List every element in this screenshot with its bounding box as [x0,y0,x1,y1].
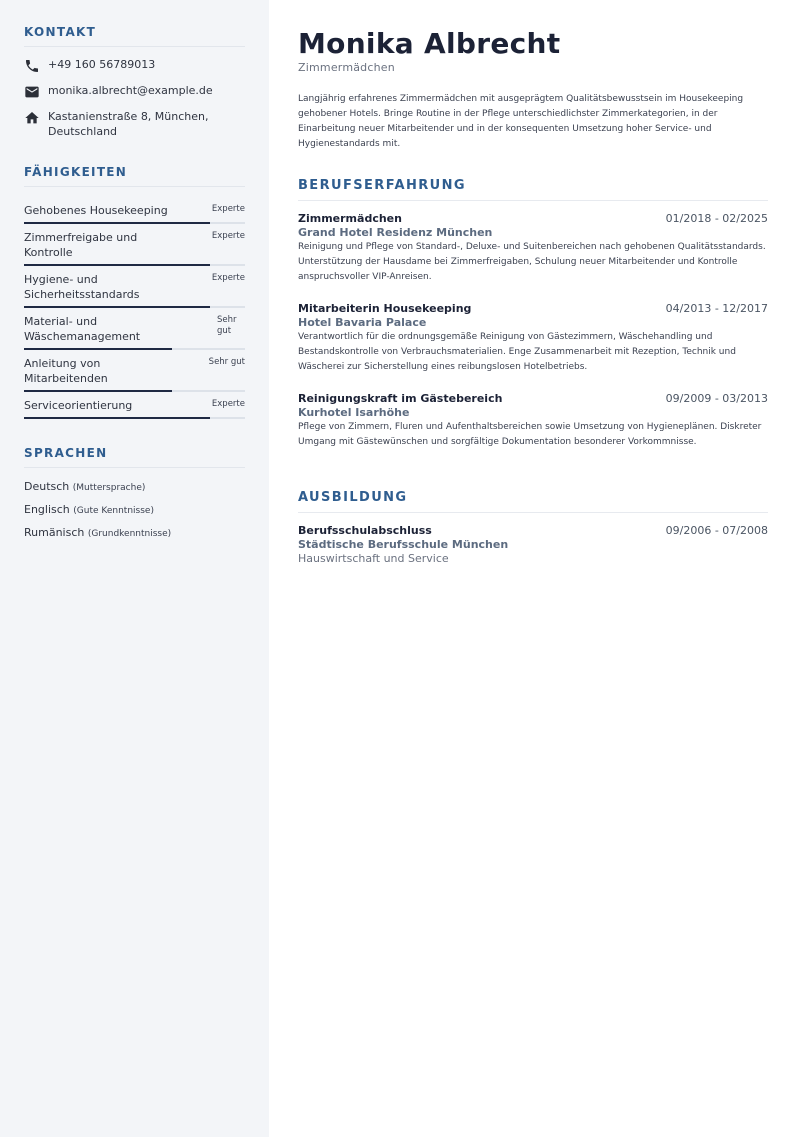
job-description: Verantwortlich für die ordnungsgemäße Reinigung von Gästezimmern, Wäschehandling und Bestandskontrolle von Verbrauchsmaterialien. Enge Zusammenarbeit mit Rezeption, Technik und Wäscherei zur Sicherstellung eines reibungslosen Hotelbetriebs. [298,332,736,372]
job-entry [298,212,768,285]
skill-level: Sehr gut [217,315,237,336]
skill-name: Serviceorientierung [24,399,133,412]
sidebar [0,0,269,1137]
skill-bar-fill [24,417,210,419]
main-content [298,0,768,565]
skill-name: Material- und Wäschemanagement [24,315,141,343]
contact-list [24,57,245,139]
education-entry [298,524,768,565]
languages-list [24,479,245,542]
skill-level: Experte [211,273,245,283]
language-level: (Muttersprache) [72,483,146,493]
skill-name: Anleitung von Mitarbeitenden [24,357,108,385]
job-entry [298,392,768,450]
education-title: Berufsschulabschluss [298,524,432,537]
contact-phone [24,57,245,74]
language-name: Rumänisch [24,526,85,539]
skill-item [24,392,245,419]
contact-email [24,83,245,100]
skill-level: Experte [211,204,245,214]
language-item [24,525,245,542]
job-company: Kurhotel Isarhöhe [298,406,410,419]
job-description: Pflege von Zimmern, Fluren und Aufenthaltsbereichen sowie Umsetzung von Hygieneplänen. Diskreter Umgang mit Gästewünschen und sorgfältige Dokumentation besonderer Vorkommnisse. [298,422,762,447]
language-level: (Grundkenntnisse) [87,529,172,539]
skill-item [24,266,245,308]
education-field: Hauswirtschaft und Service [298,552,449,565]
skill-name: Zimmerfreigabe und Kontrolle [24,231,138,259]
language-level: (Gute Kenntnisse) [73,506,154,516]
job-title: Reinigungskraft im Gästebereich [298,392,503,405]
mail-icon [24,84,40,100]
skill-item [24,350,245,392]
education-section-title: AUSBILDUNG [298,490,768,513]
skills-section-title: FÄHIGKEITEN [24,165,245,187]
skill-level: Experte [211,231,245,241]
job-title: Mitarbeiterin Housekeeping [298,302,472,315]
profile-summary: Langjährig erfahrenes Zimmermädchen mit ausgeprägtem Qualitätsbewusstsein im Housekeeping gehobener Hotels. Bringe Routine in der Pflege unterschiedlichster Zimmerkategorien, in der Einarbeitung neuer Mitarbeitender und in der konsequenten Umsetzung hoher Service- und Hygienestandards mit. [298,94,744,149]
skill-bar [24,417,245,419]
job-dates: 04/2013 - 12/2017 [665,302,768,315]
contact-phone-text: +49 160 56789013 [48,58,156,71]
skill-level: Experte [211,399,245,409]
skill-item [24,224,245,266]
contact-address-text: Kastanienstraße 8, München, Deutschland [48,110,209,138]
skill-item [24,308,245,350]
contact-email-text[interactable]: monika.albrecht@example.de [48,84,213,97]
language-name: Deutsch [24,480,70,493]
skill-item [24,197,245,224]
candidate-name: Monika Albrecht [298,27,561,60]
home-icon [24,110,40,126]
education-school: Städtische Berufsschule München [298,538,509,551]
language-item [24,502,245,519]
education-dates: 09/2006 - 07/2008 [665,524,768,537]
job-dates: 01/2018 - 02/2025 [665,212,768,225]
job-entry [298,302,768,375]
job-title: Zimmermädchen [298,212,402,225]
contact-address [24,109,245,139]
experience-section-title: BERUFSERFAHRUNG [298,178,768,201]
skill-level: Sehr gut [208,357,245,367]
job-company: Grand Hotel Residenz München [298,226,493,239]
contact-section-title: KONTAKT [24,25,245,47]
skills-list [24,197,245,419]
language-item [24,479,245,496]
job-description: Reinigung und Pflege von Standard-, Deluxe- und Suitenbereichen nach gehobenen Qualitätsstandards. Unterstützung der Hausdame bei Zimmerfreigaben, Schulung neuer Mitarbeitender und Kontrolle anspruchsvoller VIP-Anreisen. [298,242,766,282]
languages-section-title: SPRACHEN [24,446,245,468]
job-company: Hotel Bavaria Palace [298,316,427,329]
skill-name: Gehobenes Housekeeping [24,204,168,217]
language-name: Englisch [24,503,70,516]
job-dates: 09/2009 - 03/2013 [665,392,768,405]
skill-name: Hygiene- und Sicherheitsstandards [24,273,140,301]
phone-icon [24,58,40,74]
candidate-role: Zimmermädchen [298,61,395,74]
